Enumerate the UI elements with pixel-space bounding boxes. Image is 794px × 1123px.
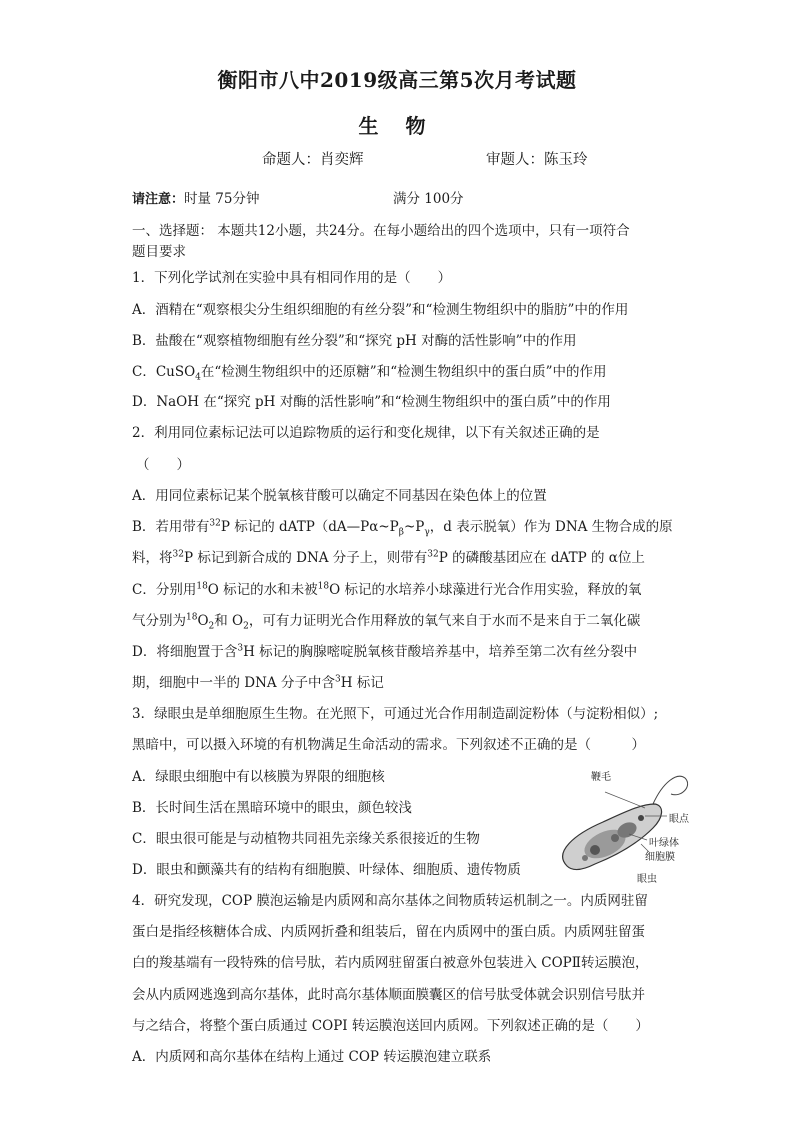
q1-option-c: C．CuSO$_4$在“检测生物组织中的还原糖”和“检测生物组织中的蛋白质”中的作用 [132,364,607,383]
notice-line [132,187,260,207]
label-cell-membrane: 细胞膜 [645,852,675,863]
section-heading-cont: 题目要求 [132,244,186,260]
q2-option-b-cont: 料，将$^{32}$P 标记到新合成的 DNA 分子上，则带有$^{32}$P 的磷酸基团应在 dATP 的 α位上 [132,549,645,566]
q2-option-b: B．若用带有$^{32}$P 标记的 $dATP(dA—P\alpha\sim P_\beta\sim P_\gamma$，d 表示脱氧）作为 DNA 生物合成的原 [132,518,673,538]
q4-stem: 4．研究发现，COP 膜泡运输是内质网和高尔基体之间物质转运机制之一。内质网驻留 [132,893,648,909]
q4-option-a: A．内质网和高尔基体在结构上通过 COP 转运膜泡建立联系 [132,1049,492,1065]
section-heading: 一、选择题： 本题共12小题，共24分。在每小题给出的四个选项中，只有一项符合 [132,223,630,239]
q1-option-d: D．NaOH 在“探究 pH 对酶的活性影响”和“检测生物组织中的蛋白质”中的作用 [132,394,611,410]
q3-option-d: D．眼虫和颤藻共有的结构有细胞膜、叶绿体、细胞质、遗传物质 [132,862,521,878]
q4-stem-line5: 与之结合，将整个蛋白质通过 COPI 转运膜泡送回内质网。下列叙述正确的是（ ） [132,1018,649,1034]
q3-stem-cont: 黑暗中，可以摄入环境的有机物满足生命活动的需求。下列叙述不正确的是（ ） [132,737,645,753]
euglena-figure [545,764,703,885]
q3-option-b: B．长时间生活在黑暗环境中的眼虫，颜色较浅 [132,800,412,816]
q1-stem: 1．下列化学试剂在实验中具有相同作用的是（ ） [132,270,452,286]
q2-option-a: A．用同位素标记某个脱氧核苷酸可以确定不同基因在染色体上的位置 [132,488,547,504]
full-score: 满分 100分 [393,191,464,207]
author-label: 命题人：肖奕辉 [262,152,364,168]
q2-stem: 2．利用同位素标记法可以追踪物质的运行和变化规律，以下有关叙述正确的是 [132,425,600,441]
label-chloroplast: 叶绿体 [649,838,679,849]
q1-option-a: A．酒精在“观察根尖分生组织细胞的有丝分裂”和“检测生物组织中的脂肪”中的作用 [132,302,629,318]
q2-option-c: C．分别用$^{18}$O 标记的水和未被$^{18}$O 标记的水培养小球藻进行光合作用实验，释放的氧 [132,581,642,598]
label-euglena: 眼虫 [637,874,657,885]
q2-option-d: D．将细胞置于含$^3$H 标记的胸腺嘧啶脱氧核苷酸培养基中，培养至第二次有丝分裂中 [132,643,638,660]
q3-option-c: C．眼虫很可能是与动植物共同祖先亲缘关系很接近的生物 [132,831,480,847]
q4-stem-line3: 白的羧基端有一段特殊的信号肽，若内质网驻留蛋白被意外包装进入 COPⅡ转运膜泡， [132,955,649,971]
q2-option-c-cont: 气分别为$^{18}O_2$和 $O_2$，可有力证明光合作用释放的氧气来自于水而不是来自于二氧化碳 [132,612,641,632]
notice-label: 请注意： [132,192,185,207]
reviewer-label: 审题人：陈玉玲 [486,152,588,168]
q2-option-d-cont: 期，细胞中一半的 DNA 分子中含$^3$H 标记 [132,674,384,691]
q2-answer-paren: （ ） [136,457,190,473]
label-eyespot: 眼点 [669,814,689,825]
q1-option-b: B．盐酸在“观察植物细胞有丝分裂”和“探究 pH 对酶的活性影响”中的作用 [132,333,577,349]
subject-title: 生 物 [358,114,436,138]
q4-stem-line2: 蛋白是指经核糖体合成、内质网折叠和组装后，留在内质网中的蛋白质。内质网驻留蛋 [132,924,645,940]
q3-stem: 3．绿眼虫是单细胞原生生物。在光照下，可通过光合作用制造副淀粉体（与淀粉相似）; [132,706,659,722]
page-title: 衡阳市八中2019级高三第5次月考试题 [217,68,577,92]
time-limit: 时量 75分钟 [184,191,260,207]
q3-option-a: A．绿眼虫细胞中有以核膜为界限的细胞核 [132,769,385,785]
q4-stem-line4: 会从内质网逃逸到高尔基体，此时高尔基体顺面膜囊区的信号肽受体就会识别信号肽并 [132,987,645,1003]
label-flagellum: 鞭毛 [591,772,611,783]
